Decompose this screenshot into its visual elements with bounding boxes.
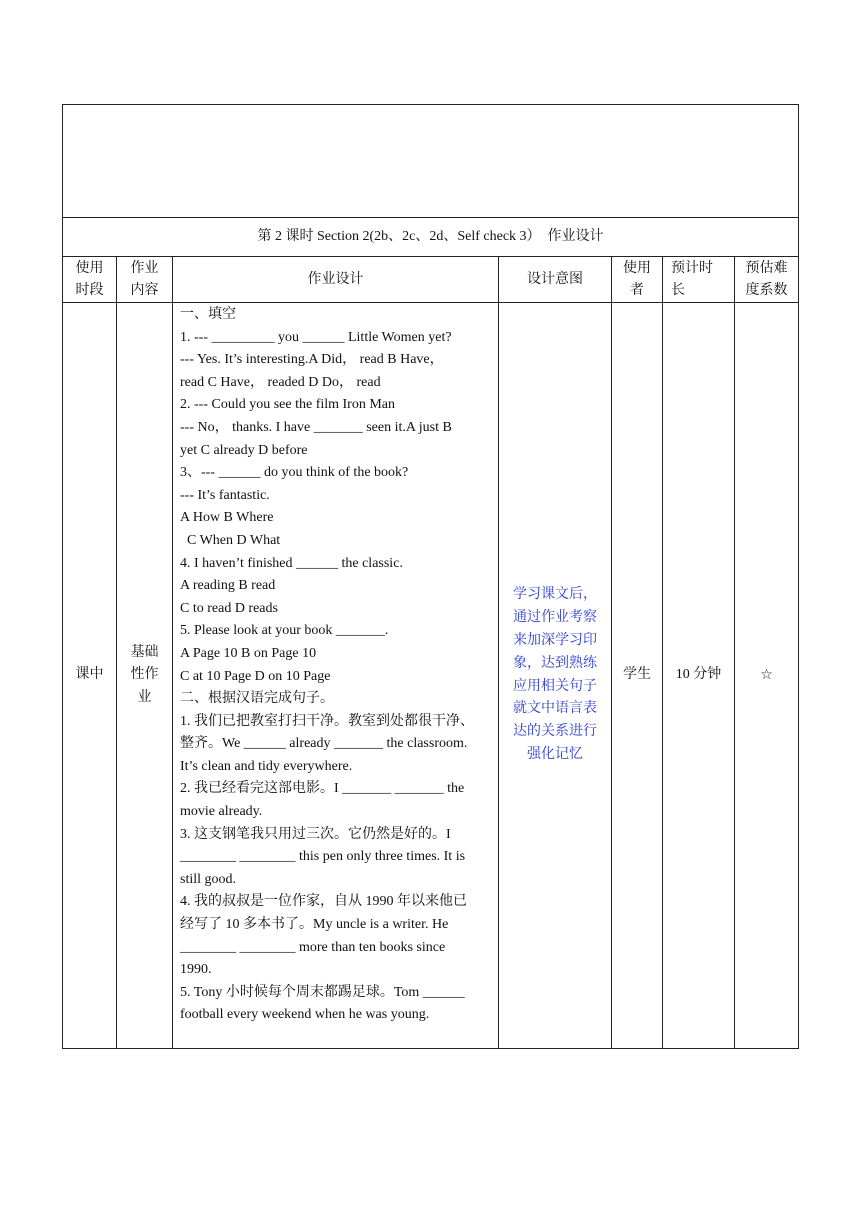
intent-line: 来加深学习印 bbox=[513, 632, 597, 648]
intent-line: 象，达到熟练 bbox=[513, 655, 597, 671]
design-line: 2. 我已经看完这部电影。I _______ _______ the bbox=[180, 781, 465, 797]
intent-cell bbox=[499, 303, 612, 1049]
design-line: 5. Please look at your book _______. bbox=[180, 623, 389, 639]
header-period: 使用 时段 bbox=[63, 257, 117, 303]
design-line: football every weekend when he was young. bbox=[180, 1007, 430, 1023]
intent-line: 通过作业考察 bbox=[513, 610, 597, 626]
design-line: 3. 这支钢笔我只用过三次。它仍然是好的。I bbox=[180, 826, 451, 842]
lesson-title: 第 2 课时 Section 2(2b、2c、2d、Self check 3） 作业设计 bbox=[63, 218, 799, 257]
design-line: C When D What bbox=[187, 532, 281, 548]
intent-line: 学习课文后， bbox=[513, 587, 597, 603]
design-line: movie already. bbox=[180, 804, 263, 820]
blank-cell bbox=[63, 105, 799, 218]
design-line: 4. 我的叔叔是一位作家，自从 1990 年以来他已 bbox=[180, 894, 467, 910]
design-line: --- Yes. It’s interesting.A Did， read B Have， bbox=[180, 352, 444, 368]
intent-line: 强化记忆 bbox=[527, 746, 583, 762]
design-line: C to read D reads bbox=[180, 600, 278, 616]
intent-line: 达的关系进行 bbox=[513, 724, 597, 740]
design-line: 整齐。We ______ already _______ the classroom. bbox=[180, 736, 468, 752]
design-line: A Page 10 B on Page 10 bbox=[180, 645, 317, 661]
user-cell: 学生 bbox=[612, 303, 663, 1049]
design-line: 经写了 10 多本书了。My uncle is a writer. He bbox=[180, 917, 449, 933]
header-difficulty: 预估难 度系数 bbox=[735, 257, 799, 303]
header-time: 预计时 长 bbox=[663, 257, 735, 303]
design-line: A reading B read bbox=[180, 578, 276, 594]
intent-line: 就文中语言表 bbox=[513, 701, 597, 717]
header-content: 作业 内容 bbox=[117, 257, 173, 303]
title-row bbox=[63, 218, 799, 257]
design-line: 5. Tony 小时候每个周末都踢足球。Tom ______ bbox=[180, 984, 465, 1000]
design-line: 1. --- _________ you ______ Little Women yet? bbox=[180, 329, 452, 345]
header-intent: 设计意图 bbox=[499, 257, 612, 303]
design-line: 4. I haven’t finished ______ the classic. bbox=[180, 555, 403, 571]
design-line: still good. bbox=[180, 871, 237, 887]
header-user: 使用 者 bbox=[612, 257, 663, 303]
table-row bbox=[63, 303, 799, 1049]
design-line: read C Have， readed D Do， read bbox=[180, 374, 381, 390]
design-line: yet C already D before bbox=[180, 442, 308, 458]
blank-top-row bbox=[63, 105, 799, 218]
header-design: 作业设计 bbox=[173, 257, 499, 303]
design-line: C at 10 Page D on 10 Page bbox=[180, 668, 331, 684]
design-line: 2. --- Could you see the film Iron Man bbox=[180, 397, 396, 413]
design-line: 1990. bbox=[180, 962, 212, 978]
design-line: 二、根据汉语完成句子。 bbox=[180, 691, 334, 707]
difficulty-star: ☆ bbox=[735, 303, 799, 1049]
header-row bbox=[63, 257, 799, 303]
design-line: 1. 我们已把教室打扫干净。教室到处都很干净、 bbox=[180, 713, 474, 729]
design-line: ________ ________ this pen only three times. It is bbox=[180, 849, 466, 865]
content-cell: 基础 性作 业 bbox=[117, 303, 173, 1049]
design-line: 3、--- ______ do you think of the book? bbox=[180, 465, 409, 481]
design-line: --- It’s fantastic. bbox=[180, 487, 270, 503]
design-cell bbox=[173, 303, 499, 1049]
period-cell: 课中 bbox=[63, 303, 117, 1049]
design-line: It’s clean and tidy everywhere. bbox=[180, 758, 353, 774]
intent-line: 应用相关句子 bbox=[513, 678, 597, 694]
design-line: --- No， thanks. I have _______ seen it.A just B bbox=[180, 419, 452, 435]
design-line: 一、填空 bbox=[180, 307, 236, 322]
design-line: ________ ________ more than ten books since bbox=[180, 939, 446, 955]
time-cell: 10 分钟 bbox=[663, 303, 735, 1049]
design-line: A How B Where bbox=[180, 510, 274, 526]
homework-design-table bbox=[62, 104, 799, 1049]
